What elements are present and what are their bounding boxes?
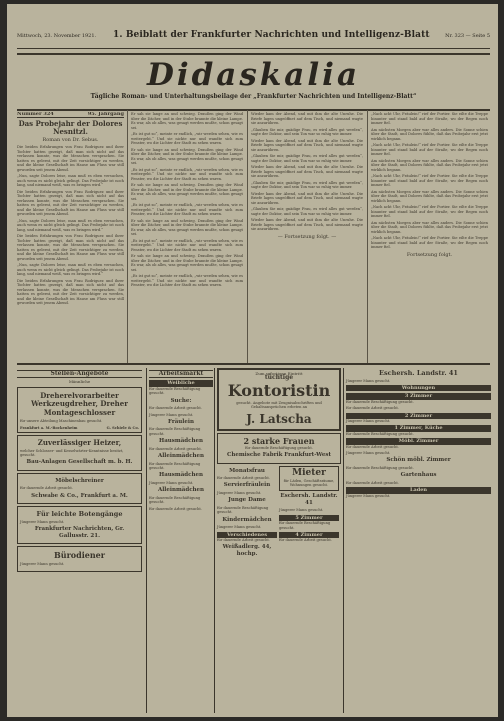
ad-text: für dauernde Arbeit gesucht. — [149, 406, 202, 411]
ad-text: Jüngerer Mann gesucht. — [149, 480, 194, 485]
article-paragraph: Er sah sie lange an und schwieg. Draußen ging der Wind über die Dächer, und in der Stube brannte die kleine Lampe. Es war, als ob alles, was gesagt werden mußte, schon gesagt sei. — [131, 254, 243, 272]
ad-gartenhaus: Gartenhaus — [400, 472, 437, 479]
ad-moebel — [17, 473, 142, 504]
ad-text: für dauernde Beschäftigung gesucht. — [149, 427, 201, 436]
article-paragraph: „Nach acht Uhr, Fräulein!“ rief der Portier. Sie eilte die Treppe hinunter und stand bald auf der Straße, wo der Regen noch immer fiel. — [371, 236, 488, 249]
ad-text: für dauernde Beschäftigung gesucht. — [346, 431, 414, 436]
ad-wohn-2: 2 Zimmer — [346, 413, 491, 419]
ad-mieter-title: Mieter — [292, 467, 326, 478]
ad-bote-title: Für leichte Botengänge — [36, 510, 123, 519]
article-paragraph: Er sah sie lange an und schwieg. Draußen ging der Wind über die Dächer, und in der Stube brannte die kleine Lampe. Es war, als ob alles, was gesagt werden mußte, schon gesagt sei. — [131, 112, 243, 130]
ad-text: für dauernde Beschäftigung gesucht. — [279, 521, 331, 530]
ad-bote — [17, 506, 142, 544]
article-paragraph: „Es ist gut so“, meinte er endlich, „wir werden sehen, wie es weitergeht.“ Und sie nickte nur und wandte sich zum Fenster, wo die Lichter der Stadt zu sehen waren. — [131, 274, 243, 287]
article-paragraph: „Glauben Sie mir, gnädige Frau, es wird alles gut werden“, sagte der Doktor, und sein Ton war so ruhig wie immer. — [251, 154, 363, 163]
ad-buerodiener-title: Bürodiener — [54, 550, 105, 561]
ad-moebl-title: Möbl. Zimmer — [346, 438, 491, 444]
ad-alleinmaedchen-title: Alleinmädchen — [157, 487, 205, 494]
ads-column-1 — [17, 368, 142, 713]
ad-frauen-text: für dauernde Beschäftigung gesucht. — [245, 445, 313, 450]
ad-buerodiener-text: Jüngerer Mann gesucht. — [20, 562, 65, 567]
ad-wohn-kueche: 1 Zimmer, Küche — [346, 425, 491, 431]
ad-text: Jüngerer Mann gesucht. — [217, 525, 262, 530]
column-3 — [251, 112, 363, 362]
ad-text: für dauernde Arbeit gesucht. — [279, 538, 332, 543]
column-divider — [127, 110, 128, 364]
ad-text: für dauernde Beschäftigung gesucht. — [217, 505, 269, 515]
header-rule — [17, 48, 490, 49]
ad-text: Jüngerer Mann gesucht. — [217, 490, 262, 495]
column-4 — [371, 112, 488, 362]
ad-text: Jüngerer Mann gesucht. — [346, 378, 391, 383]
article-paragraph: Die beiden Erfahrungen von Frau Rodriguez und ihrer Tochter hatten gezeigt, daß man sich nicht auf das verlassen konnte, was die Menschen versprachen. Sie hatten es gelernt, mit der Zeit vorsichtiger zu werden, und die kleine Gesellschaft im Hause am Fluss war still geworden seit jenem Abend. — [17, 234, 124, 261]
article-paragraph: „Glauben Sie mir, gnädige Frau, es wird alles gut werden“, sagte der Doktor, und sein Ton war so ruhig wie immer. — [251, 180, 363, 189]
ads-column-3 — [214, 368, 341, 713]
ad-mieter-text: für Läden, Geschäftsräume, Wohnungen gesucht. — [283, 478, 335, 487]
ad-hausmaedchen-title: Hausmädchen — [159, 438, 203, 445]
ads-column-2 — [146, 368, 213, 713]
ad-text: für dauernde Arbeit gesucht. — [346, 480, 399, 485]
article-paragraph: „Nach acht Uhr, Fräulein!“ rief der Portier. Sie eilte die Treppe hinunter und stand bald auf der Straße, wo der Regen noch immer fiel. — [371, 112, 488, 125]
ad-laden-title: Laden — [346, 487, 491, 493]
arbeitsmarkt-sub: Weibliche — [149, 380, 213, 386]
ads-rule — [17, 363, 490, 365]
article-paragraph: „Es ist gut so“, meinte er endlich, „wir werden sehen, wie es weitergeht.“ Und sie nickte nur und wandte sich zum Fenster, wo die Lichter der Stadt zu sehen waren. — [131, 132, 243, 145]
masthead-title: Didaskalia — [146, 57, 361, 93]
article-paragraph: Er sah sie lange an und schwieg. Draußen ging der Wind über die Dächer, und in der Stube brannte die kleine Lampe. Es war, als ob alles, was gesagt werden mußte, schon gesagt sei. — [131, 147, 243, 165]
ad-dreher-firm: G. Schiele & Co. — [106, 425, 139, 430]
article-paragraph: „Nach acht Uhr, Fräulein!“ rief der Portier. Sie eilte die Treppe hinunter und stand bald auf der Straße, wo der Regen noch immer fiel. — [371, 205, 488, 218]
article-paragraph: „Es ist gut so“, meinte er endlich, „wir werden sehen, wie es weitergeht.“ Und sie nickte nur und wandte sich zum Fenster, wo die Lichter der Stadt zu sehen waren. — [131, 238, 243, 252]
ad-heizer-text: welcher Schlosser- und Kesselwärter-Kenntnisse besitzt, gesucht. — [20, 448, 124, 458]
column-2 — [131, 112, 243, 362]
ad-text: für dauernde Arbeit gesucht. — [217, 537, 270, 542]
newspaper-page — [7, 4, 498, 717]
ad-text: Jüngerer Mann gesucht. — [149, 412, 194, 417]
ad-bote-text: Jüngerer Mann gesucht. — [20, 519, 65, 524]
ad-text: für dauernde Beschäftigung gesucht. — [149, 495, 201, 505]
masthead — [17, 53, 490, 111]
masthead-subtitle: Tägliche Roman- und Unterhaltungsbeilage der „Frankfurter Nachrichten und Intelligenz-Blatt“ — [90, 93, 417, 100]
issue-volume: 95. Jahrgang — [87, 112, 124, 117]
ad-moebel-title: Möbelschreiner — [55, 477, 104, 484]
ad-frauen — [217, 433, 341, 464]
ad-dreher-city: Frankfurt a. M.-Bockenheim — [20, 425, 78, 430]
continued-mark: Fortsetzung folgt. — [406, 251, 453, 258]
article-paragraph: „Nun, sagte Dolores leise, man muß es eben versuchen, auch wenn es nicht gleich gelingt. Das Probejahr ist noch lang, und niemand weiß, was es bringen wird.“ — [17, 263, 124, 276]
article-paragraph: Wieder kam der Abend, und mit ihm die alte Unruhe. Die Briefe lagen ungeöffnet auf dem Tisch, und niemand wagte sie anzurühren. — [251, 165, 363, 178]
article-paragraph: „Es ist gut so“, meinte er endlich, „wir werden sehen, wie es weitergeht.“ Und sie nickte nur und wandte sich zum Fenster, wo die Lichter der Stadt zu sehen waren. — [131, 203, 243, 216]
article-paragraph: Die beiden Erfahrungen von Frau Rodriguez und ihrer Tochter hatten gezeigt, daß man sich nicht auf das verlassen konnte, was die Menschen versprachen. Sie hatten es gelernt, mit der Zeit vorsichtiger zu werden, und die kleine Gesellschaft im Hause am Fluss war still geworden seit jenem Abend. — [17, 145, 124, 172]
continued-mark: — Fortsetzung folgt. — — [277, 233, 337, 240]
ad-text: für dauernde Beschäftigung gesucht. — [346, 465, 414, 470]
stellen-sub: Männliche — [68, 379, 91, 385]
article-paragraph: Am nächsten Morgen aber war alles anders. Die Sonne schien über die Stadt, und Dolores fühlte, daß das Probejahr erst jetzt wirklich begann. — [371, 220, 488, 234]
ads-column-4 — [343, 368, 491, 713]
ad-eschersheim-top: Eschersh. Landstr. 41 — [379, 369, 458, 377]
ad-text: Jüngerer Mann gesucht. — [346, 418, 391, 423]
ad-wohn-4: 4 Zimmer — [279, 532, 339, 538]
ad-frauen-title: 2 starke Frauen — [243, 435, 315, 446]
ad-servierfraeulein-title: Servierfräulein — [223, 482, 271, 489]
header-title: 1. Beiblatt der Frankfurter Nachrichten und Intelligenz-Blatt — [113, 30, 430, 40]
ad-text: für dauernde Beschäftigung gesucht. — [149, 386, 201, 396]
ad-moebel-firm: Schwabe & Co., Frankfurt a. M. — [31, 492, 128, 499]
article-paragraph: „Glauben Sie mir, gnädige Frau, es wird alles gut werden“, sagte der Doktor, und sein Ton war so ruhig wie immer. — [251, 127, 363, 136]
ad-eschersheim: Eschersh. Landstr. 41 — [280, 493, 338, 506]
column-divider — [367, 110, 368, 364]
ad-zimmer-title: 5 Zimmer — [279, 515, 339, 521]
ad-weiter-title: Weißadlerg. 44, hochp. — [222, 544, 272, 557]
ad-text: Jüngerer Mann gesucht. — [346, 450, 391, 455]
article-paragraph: Am nächsten Morgen aber war alles anders. Die Sonne schien über die Stadt, und Dolores fühlte, daß das Probejahr erst jetzt wirklich begann. — [371, 127, 488, 141]
ad-dreher — [17, 387, 142, 433]
ad-kontoristin-mid: tüchtige — [264, 374, 294, 382]
header-date: Mittwoch, 23. November 1921. — [17, 33, 97, 39]
ad-buerodiener — [17, 546, 142, 571]
ad-kontoristin-firm: J. Latscha — [246, 411, 312, 426]
ad-kontoristin-text: gesucht. Angebote mit Zeugnisabschriften und Gehaltsansprüchen erbeten an — [236, 400, 322, 410]
issue-line — [17, 112, 124, 118]
ad-text: Jüngerer Mann gesucht. — [279, 508, 324, 513]
ad-text: für dauernde Arbeit gesucht. — [346, 406, 399, 411]
column-1 — [17, 112, 124, 362]
article-paragraph: Wieder kam der Abend, und mit ihm die alte Unruhe. Die Briefe lagen ungeöffnet auf dem Tisch, und niemand wagte sie anzurühren. — [251, 218, 363, 231]
article-paragraph: Am nächsten Morgen aber war alles anders. Die Sonne schien über die Stadt, und Dolores fühlte, daß das Probejahr erst jetzt wirklich begann. — [371, 158, 488, 172]
issue-number: Nummer 324 — [17, 112, 54, 117]
stellen-header: Stellen-Angebote — [17, 370, 142, 378]
ad-fraeulein-title: Fräulein — [168, 418, 194, 425]
ad-heizer — [17, 435, 142, 471]
story-title: Das Probejahr der Dolores Nesnitzl. — [18, 118, 123, 136]
article-paragraph: „Nach acht Uhr, Fräulein!“ rief der Portier. Sie eilte die Treppe hinunter und stand bald auf der Straße, wo der Regen noch immer fiel. — [371, 174, 488, 187]
ad-monatsfrau-title: Monatsfrau — [229, 467, 265, 474]
article-paragraph: Die beiden Erfahrungen von Frau Rodriguez und ihrer Tochter hatten gezeigt, daß man sich nicht auf das verlassen konnte, was die Menschen versprachen. Sie hatten es gelernt, mit der Zeit vorsichtiger zu werden, und die kleine Gesellschaft im Hause am Fluss war still geworden seit jenem Abend. — [17, 278, 124, 305]
ad-text: für dauernde Arbeit gesucht. — [346, 444, 399, 449]
ad-hausmaedchen-title: Hausmädchen — [159, 472, 203, 479]
ad-schoen-title: Schön möbl. Zimmer — [386, 457, 451, 464]
ad-verschiedenes-title: Verschiedenes — [217, 532, 277, 538]
ad-dame-title: Junge Dame — [228, 497, 266, 504]
ad-kontoristin-title: Kontoristin — [227, 380, 331, 400]
ad-mieter — [279, 466, 339, 492]
article-paragraph: Er sah sie lange an und schwieg. Draußen ging der Wind über die Dächer, und in der Stube brannte die kleine Lampe. Es war, als ob alles, was gesagt werden mußte, schon gesagt sei. — [131, 183, 243, 201]
ad-dreher-title: Dreherelvorarbeiter Werkzeugdreher, Dreher Montageschlosser — [31, 390, 128, 417]
article-paragraph: „Nach acht Uhr, Fräulein!“ rief der Portier. Sie eilte die Treppe hinunter und stand bald auf der Straße, wo der Regen noch immer fiel. — [371, 143, 488, 156]
article-paragraph: Wieder kam der Abend, und mit ihm die alte Unruhe. Die Briefe lagen ungeöffnet auf dem Tisch, und niemand wagte sie anzurühren. — [251, 112, 363, 125]
article-paragraph: Am nächsten Morgen aber war alles anders. Die Sonne schien über die Stadt, und Dolores fühlte, daß das Probejahr erst jetzt wirklich begann. — [371, 189, 488, 203]
ad-kinder-title: Kindermädchen — [222, 516, 272, 523]
header-page-number: Nr. 323 — Seite 5 — [445, 33, 490, 39]
ad-bote-firm: Frankfurter Nachrichten, Gr. Gallusstr. 21. — [34, 526, 125, 539]
ad-text: für dauernde Beschäftigung gesucht. — [149, 461, 201, 471]
ad-frauen-firm: Chemische Fabrik Frankfurt-West — [226, 452, 332, 459]
ad-heizer-firm: Bau-Anlagen Gesellschaft m. b. H. — [26, 459, 133, 466]
ad-kontoristin-top: Zum sofortigen Eintritt — [255, 371, 303, 376]
arbeitsmarkt-header: Arbeitsmarkt — [149, 370, 213, 378]
ad-kontoristin — [217, 368, 341, 431]
article-paragraph: Er sah sie lange an und schwieg. Draußen ging der Wind über die Dächer, und in der Stube brannte die kleine Lampe. Es war, als ob alles, was gesagt werden mußte, schon gesagt sei. — [131, 218, 243, 236]
ad-wohn-section: Wohnungen — [346, 385, 491, 391]
story-author: Roman von Dr. Sebus. — [42, 136, 99, 143]
article-paragraph: „Es ist gut so“, meinte er endlich, „wir werden sehen, wie es weitergeht.“ Und sie nickte nur und wandte sich zum Fenster, wo die Lichter der Stadt zu sehen waren. — [131, 167, 243, 181]
article-paragraph: „Glauben Sie mir, gnädige Frau, es wird alles gut werden“, sagte der Doktor, und sein Ton war so ruhig wie immer. — [251, 207, 363, 216]
article-paragraph: „Nun, sagte Dolores leise, man muß es eben versuchen, auch wenn es nicht gleich gelingt. Das Probejahr ist noch lang, und niemand weiß, was es bringen wird.“ — [17, 174, 124, 187]
article-paragraph: Wieder kam der Abend, und mit ihm die alte Unruhe. Die Briefe lagen ungeöffnet auf dem Tisch, und niemand wagte sie anzurühren. — [251, 138, 363, 152]
ad-text: für dauernde Arbeit gesucht. — [149, 506, 202, 511]
ad-suche-title: Suche: — [170, 397, 192, 404]
ad-text: für dauernde Arbeit gesucht. — [217, 476, 270, 481]
ad-wohn-3: 3 Zimmer — [346, 393, 491, 399]
article-paragraph: „Nun, sagte Dolores leise, man muß es eben versuchen, auch wenn es nicht gleich gelingt. Das Probejahr ist noch lang, und niemand weiß, was es bringen wird.“ — [17, 218, 124, 232]
article-paragraph: Die beiden Erfahrungen von Frau Rodriguez und ihrer Tochter hatten gezeigt, daß man sich nicht auf das verlassen konnte, was die Menschen versprachen. Sie hatten es gelernt, mit der Zeit vorsichtiger zu werden, und die kleine Gesellschaft im Hause am Fluss war still geworden seit jenem Abend. — [17, 189, 124, 216]
ad-heizer-title: Zuverlässiger Heizer, — [37, 438, 122, 448]
ad-dreher-text: für unsere Abteilung Maschinenbau gesucht. — [20, 419, 103, 424]
ad-text: für dauernde Beschäftigung gesucht. — [346, 399, 414, 404]
page-header — [17, 30, 490, 46]
ad-alleinmaedchen-title: Alleinmädchen — [157, 453, 205, 460]
ad-text: für dauernde Arbeit gesucht. — [149, 446, 202, 451]
ad-moebel-text: für dauernde Arbeit gesucht. — [20, 486, 73, 491]
article-paragraph: Wieder kam der Abend, und mit ihm die alte Unruhe. Die Briefe lagen ungeöffnet auf dem Tisch, und niemand wagte sie anzurühren. — [251, 191, 363, 205]
column-divider — [247, 110, 248, 364]
ad-text: Jüngerer Mann gesucht. — [346, 493, 391, 498]
